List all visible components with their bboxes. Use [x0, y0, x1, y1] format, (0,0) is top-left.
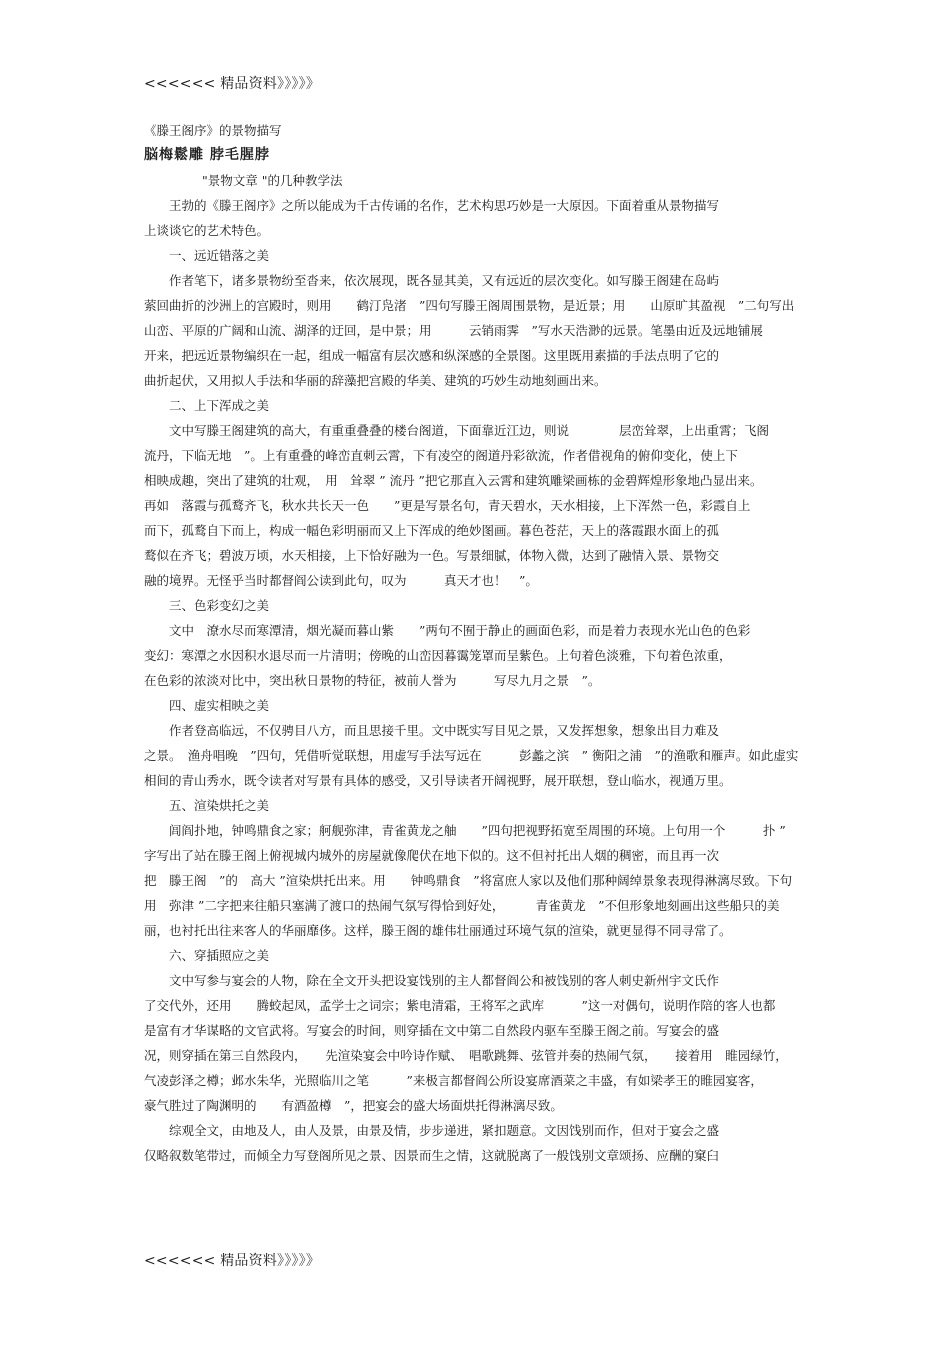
text-line: 综观全文，由地及人，由人及景，由景及情，步步递进，紧扣题意。文因饯别而作，但对于宴会之盛 — [169, 1123, 720, 1138]
text-line: 丽，也衬托出往来客人的华丽靡侈。这样，滕王阁的雄伟壮丽通过环境气氛的渲染，就更显得不同寻常了。 — [144, 923, 732, 938]
text-line: 字写出了站在滕王阁上俯视城内城外的房屋就像爬伏在地下似的。这不但衬托出人烟的稠密，而且再一次 — [144, 848, 720, 863]
text-line: 王勃的《滕王阁序》之所以能成为千古传诵的名作，艺术构思巧妙是一大原因。下面着重从景物描写 — [169, 198, 720, 213]
text-line: 作者笔下，诸多景物纷至沓来，依次展现，既各显其美，又有远近的层次变化。如写滕王阁建在岛屿 — [169, 273, 720, 288]
text-line: 曲折起伏，又用拟人手法和华丽的辞藻把宫殿的华美、建筑的巧妙生动地刻画出来。 — [144, 373, 607, 388]
text-line: 鹜似在齐飞；碧波万顷，水天相接，上下恰好融为一色。写景细腻，体物入微，达到了融情入景、景物交 — [144, 548, 720, 563]
text-line: 萦回曲折的沙洲上的宫殿时，则用 鹤汀凫渚 ”四句写滕王阁周围景物，是近景；用 山原旷其盈视 ”二句写出 — [144, 298, 795, 313]
text-line: 脳梅鬆雕 脖毛腥脖 — [144, 147, 270, 163]
text-line: 文中写参与宴会的人物，除在全文开头把设宴饯别的主人都督阎公和被饯别的客人刺史新州宇文氏作 — [169, 973, 720, 988]
text-line: 上谈谈它的艺术特色。 — [144, 223, 270, 238]
text-line: 三、色彩变幻之美 — [169, 598, 270, 613]
text-line: 一、远近错落之美 — [169, 248, 270, 263]
text-line: 气凌彭泽之樽；邺水朱华，光照临川之笔 ”来极言都督阎公所设宴席酒菜之丰盛，有如梁孝王的睢园宴客， — [144, 1073, 763, 1088]
article-title: 《滕王阁序》的景物描写 — [144, 123, 282, 138]
text-line: 闾阎扑地，钟鸣鼎食之家；舸舰弥津，青雀黄龙之舳 ”四句把视野拓宽至周围的环境。上句用一个 扑 ” — [169, 823, 786, 838]
text-line: 再如 落霞与孤鹜齐飞，秋水共长天一色 ”更是写景名句，青天碧水，天水相接，上下浑然一色，彩霞自上 — [144, 498, 751, 513]
text-line: 开来，把远近景物编织在一起，组成一幅富有层次感和纵深感的全景图。这里既用素描的手法点明了它的 — [144, 348, 720, 363]
page-footer: <<<<<< 精品资料》》》》》 — [144, 1253, 321, 1269]
text-line: 六、穿插照应之美 — [169, 948, 270, 963]
text-line: 融的境界。无怪乎当时都督阎公读到此句，叹为 真天才也！ ”。 — [144, 573, 538, 588]
text-line: 二、上下浑成之美 — [169, 398, 270, 413]
text-line: 了交代外，还用 腾蛟起凤，孟学士之词宗；紫电清霜，王将军之武库 ”这一对偶句，说明作陪的客人也都 — [144, 998, 776, 1013]
text-line: 作者登高临远，不仅骋目八方，而且思接千里。文中既实写目见之景，又发挥想象，想象出目力难及 — [169, 723, 720, 738]
text-line: 用 弥津 ”二字把来往船只塞满了渡口的热闹气氛写得恰到好处， 青雀黄龙 ”不但形象地刻画出这些船只的美 — [144, 898, 780, 913]
text-line: 五、渲染烘托之美 — [169, 798, 270, 813]
text-line: 相间的青山秀水，既令读者对写景有具体的感受，又引导读者开阔视野，展开联想，登山临水，视通万里。 — [144, 773, 732, 788]
text-line: 之景。 渔舟唱晚 ”四句，凭借听觉联想，用虚写手法写远在 彭蠡之滨 ” 衡阳之浦 ”的渔歌和雁声。如此虚实 — [144, 748, 799, 763]
text-line: 文中 潦水尽而寒潭清，烟光凝而暮山紫 ”两句不囿于静止的画面色彩，而是着力表现水光山色的色彩 — [169, 623, 751, 638]
text-line: 把 滕王阁 ”的 高大 ”渲染烘托出来。用 钟鸣鼎食 ”将富庶人家以及他们那种阔绰景象表现得淋漓尽致。下句 — [144, 873, 793, 888]
page-header: <<<<<< 精品资料》》》》》 — [144, 76, 321, 92]
text-line: 山峦、平原的广阔和山流、湖泽的迂回，是中景；用 云销雨霁 ”写水天浩渺的远景。笔墨由近及远地铺展 — [144, 323, 763, 338]
text-line: 文中写滕王阁建筑的高大，有重重叠叠的楼台阁道，下面靠近江边，则说 层峦耸翠，上出重霄；飞阁 — [169, 423, 770, 438]
text-line: 四、虚实相映之美 — [169, 698, 270, 713]
text-line: 变幻：寒潭之水因积水退尽而一片清明；傍晚的山峦因暮霭笼罩而呈紫色。上句着色淡雅，下句着色浓重， — [144, 648, 732, 663]
text-line: 是富有才华谋略的文官武将。写宴会的时间，则穿插在文中第二自然段内驱车至滕王阁之前。写宴会的盛 — [144, 1023, 720, 1038]
text-line: 仅略叙数笔带过，而倾全力写登阁所见之景、因景而生之情，这就脱离了一般饯别文章颂扬、应酬的窠臼 — [144, 1148, 720, 1163]
text-line: 相映成趣，突出了建筑的壮观， 用 耸翠 ” 流丹 ”把它那直入云霄和建筑雕梁画栋的金碧辉煌形象地凸显出来。 — [144, 473, 763, 488]
text-line: 况，则穿插在第三自然段内， 先渲染宴会中吟诗作赋、 唱歌跳舞、弦管并奏的热闹气氛， 接着用 睢园绿竹， — [144, 1048, 788, 1063]
text-line: "景物文章 "的几种教学法 — [202, 173, 343, 188]
text-line: 在色彩的浓淡对比中，突出秋日景物的特征，被前人誉为 写尽九月之景 ”。 — [144, 673, 601, 688]
text-line: 流丹，下临无地 ”。上有重叠的峰峦直刺云霄，下有凌空的阁道丹彩欲流，作者借视角的俯仰变化，使上下 — [144, 448, 738, 463]
article-body — [144, 118, 824, 1168]
text-line: 豪气胜过了陶渊明的 有酒盈樽 ”，把宴会的盛大场面烘托得淋漓尽致。 — [144, 1098, 563, 1113]
text-line: 而下，孤鹜自下而上，构成一幅色彩明丽而又上下浑成的绝妙图画。暮色苍茫，天上的落霞跟水面上的孤 — [144, 523, 720, 538]
